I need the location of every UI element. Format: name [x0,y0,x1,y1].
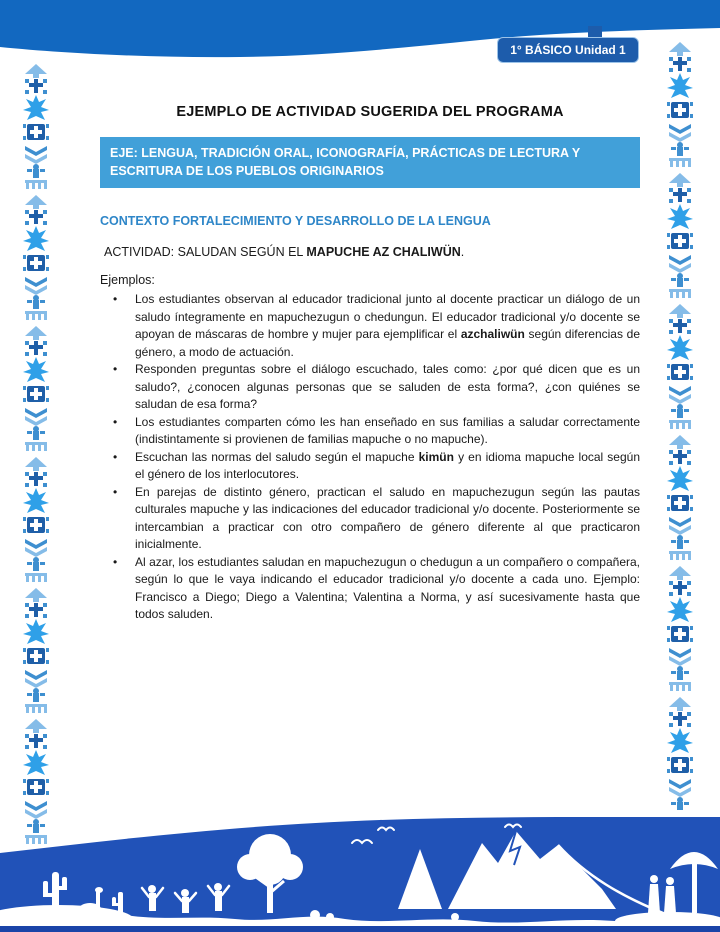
bold-text-run: azchaliwün [460,327,525,341]
text-run: Al azar, los estudiantes saludan en mapuchezugun o chedugun a un compañero o compañera, según lo que le vaya indicando el educador tradicional y/o docente a cada uno. Ejemplo: Francisco a Diego; Diego a Valentina; Valentina a Norma, y así sucesivamente hasta que todos saluden. [135,554,640,621]
bullet-text [135,292,640,359]
mapuche-motif-border-left-icon [19,62,53,848]
bullet-icon: • [113,292,118,306]
text-run: Los estudiantes observan al educador tradicional junto al docente practicar un diálogo de un saludo íntegramente en mapuchezugun o chedungun. El educador tradicional y/o docente se apoyan de máscaras de hombre y mujer para ejemplificar el [135,292,640,341]
list-item [100,361,640,414]
bullet-text [135,362,640,411]
bullet-icon: • [113,449,118,464]
list-item [100,554,640,624]
bullet-icon: • [113,362,118,376]
andean-landscape-footer-icon [0,817,720,932]
eje-banner: EJE: LENGUA, TRADICIÓN ORAL, ICONOGRAFÍA, PRÁCTICAS DE LECTURA Y ESCRITURA DE LOS PUEBLOS ORIGINARIOS [100,137,640,188]
activity-line [104,245,640,259]
page-title: EJEMPLO DE ACTIVIDAD SUGERIDA DEL PROGRAMA [176,104,564,120]
context-heading: CONTEXTO FORTALECIMIENTO Y DESARROLLO DE LA LENGUA [100,214,491,228]
unit-badge: 1° BÁSICO Unidad 1 [497,37,639,63]
text-run: Los estudiantes comparten cómo les han enseñado en sus familias a saludar correctamente (indistintamente si provienen de familias mapuche o no mapuche). [135,414,640,446]
examples-list [100,291,640,624]
examples-label: Ejemplos: [100,273,155,287]
bullet-icon: • [113,414,118,429]
text-run: Escuchan las normas del saludo según el mapuche [135,449,419,464]
document-content [100,104,640,624]
bullet-icon: • [113,554,118,569]
bullet-icon: • [113,484,118,499]
text-run: según diferencias de género, a modo de actuación. [135,327,641,359]
bold-text-run: kimün [418,449,454,464]
list-item [100,484,640,554]
bold-text-run: MAPUCHE AZ CHALIWÜN [306,245,461,259]
text-run: En parejas de distinto género, practican el saludo en mapuchezugun según las pautas culturales mapuche y las indicaciones del educador tradicional y/o docente. Posteriormente se intercambian a practicar con otro compañero de género diferente al que practicaron inicialmente. [135,484,640,551]
text-run: y en idioma mapuche local según el género de los interlocutores. [135,449,640,481]
mapuche-motif-border-right-icon [663,40,697,810]
list-item [100,291,640,361]
text-run: ACTIVIDAD: SALUDAN SEGÚN EL [104,245,307,259]
list-item [100,414,640,449]
bullet-text [135,450,640,482]
text-run: . [460,245,465,259]
bullet-text [135,555,640,622]
bullet-text [135,415,640,447]
bullet-text [135,485,640,552]
list-item [100,449,640,484]
text-run: Responden preguntas sobre el diálogo escuchado, tales como: ¿por qué dicen que es un saludo?, ¿conocen algunas personas que se saluden de esta forma?, ¿con quiénes se saludan de esa forma? [135,362,640,411]
